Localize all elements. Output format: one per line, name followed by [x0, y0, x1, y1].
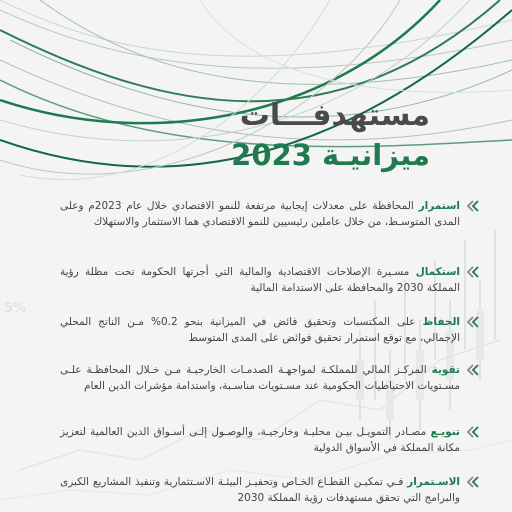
list-item	[60, 314, 460, 346]
item-text: فـي تمكيـن القطـاع الخـاص وتحفيـز البيئـة الاسـتثمارية وتنفيذ المشاريع الكبرى والبرامج التي تحقق مستهدفات رؤية المملكة 2030	[60, 476, 460, 504]
chevron-left-icon	[466, 364, 480, 376]
list-item	[60, 362, 460, 394]
chevron-left-icon	[466, 266, 480, 278]
list-item	[60, 424, 460, 456]
list-item	[60, 474, 460, 506]
title-block	[170, 96, 430, 174]
list-item	[60, 264, 460, 296]
page-title: مستهدفـــات	[239, 98, 430, 133]
item-lead: استمرار	[418, 200, 461, 212]
item-text: مسـيرة الإصلاحات الاقتصادية والمالية التي أجرتها الحكومة تحت مظلة رؤية المملكة 2030 والمحافظة على الاستدامة المالية	[60, 266, 460, 294]
item-lead: الاسـتمرار	[407, 476, 460, 488]
item-lead: الحفاظ	[422, 316, 460, 328]
list-item	[60, 198, 460, 230]
item-text: المحافظة على معدلات إيجابية مرتفعة للنمو الاقتصادي خلال عام 2023م وعلى المدى المتوسـط، من خلال عاملين رئيسيين للنمو الاقتصادي هما الاستثمار والاستهلاك	[60, 200, 460, 228]
chevron-left-icon	[466, 316, 480, 328]
item-text: المركـز المالي للمملكـة لمواجهـة الصدمـات الخارجيـة مـن خـلال المحافظـة علـى مسـتويات الاحتياطيات الحكومية عند مسـتويات مناسـبة، واستدامة مؤشرات الدين العام	[60, 364, 460, 392]
item-lead: تقوية	[431, 364, 460, 376]
chevron-left-icon	[466, 200, 480, 212]
item-lead: استكمال	[415, 266, 460, 278]
item-text: مصـادر التمويـل بيـن محليـة وخارجيـة، والوصـول إلـى أسـواق الدين العالمية لتعزيز مكانة المملكة في الأسواق الدولية	[60, 426, 460, 454]
chevron-left-icon	[466, 476, 480, 488]
item-text: على المكتسبات وتحقيق فائض في الميزانية بنحو 0.2% مـن الناتج المحلي الإجمالي، مع توقع استمرار تحقيق فوائض على المدى المتوسط	[60, 316, 460, 344]
page-subtitle: ميزانيـة 2023	[231, 138, 430, 172]
item-lead: تنويـع	[430, 426, 460, 438]
faint-percent-glyph: 5%	[4, 301, 27, 316]
chevron-left-icon	[466, 426, 480, 438]
